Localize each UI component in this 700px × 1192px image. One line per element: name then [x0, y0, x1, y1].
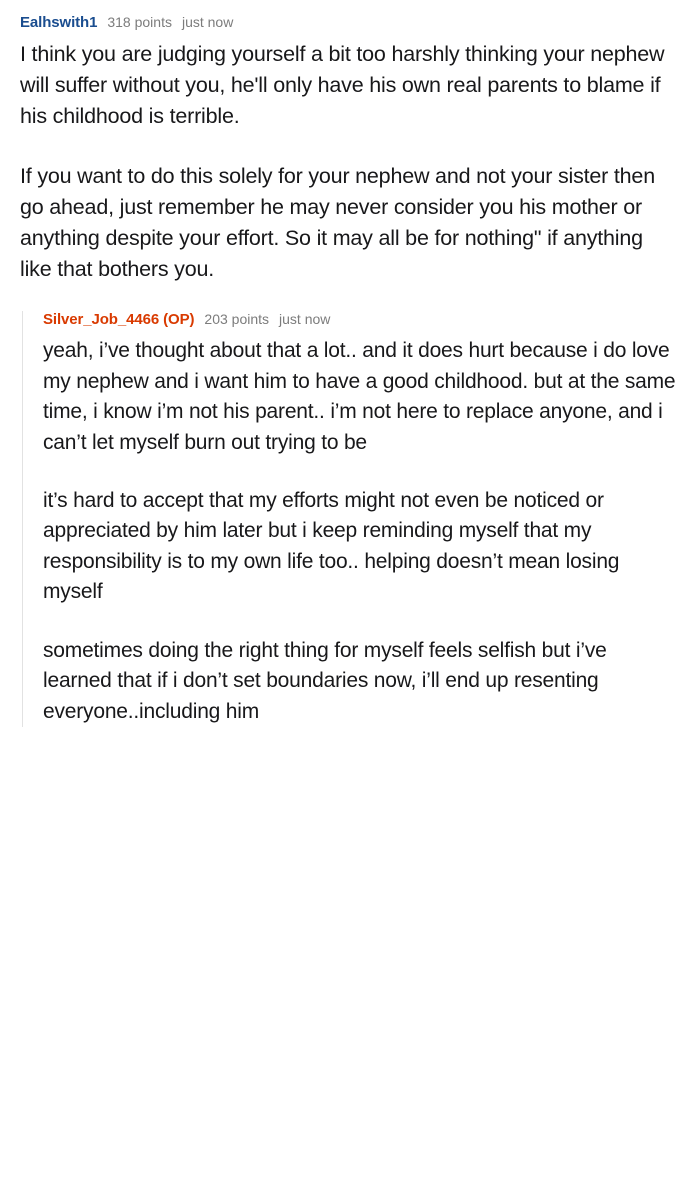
reply-points: 203 points: [204, 311, 270, 328]
bottom-spacer: [20, 727, 680, 751]
reply-meta: [43, 311, 680, 328]
reply-paragraph: sometimes doing the right thing for myself feels selfish but i’ve learned that if i don’t set boundaries now, i’ll end up resenting everyone..including him: [43, 638, 607, 723]
comment-meta: [20, 14, 680, 31]
comment-body: [20, 39, 680, 285]
reply-paragraph: yeah, i’ve thought about that a lot.. and it does hurt because i do love my nephew and i want him to have a good childhood. but at the same time, i know i’m not his parent.. i’m not here to replace anyone, and i can’t let myself burn out trying to be: [43, 339, 676, 454]
comment-timestamp: just now: [181, 14, 234, 30]
comment-author[interactable]: Ealhswith1: [20, 14, 98, 31]
comment-top-level: [20, 14, 680, 727]
reply-paragraph: it’s hard to accept that my efforts might not even be noticed or appreciated by him later but i keep reminding myself that my responsibility is to my own life too.. helping doesn’t mean losing myself: [43, 488, 620, 604]
comment-paragraph: I think you are judging yourself a bit too harshly thinking your nephew will suffer without you, he'll only have his own real parents to blame if his childhood is terrible.: [20, 42, 665, 129]
reply-author[interactable]: Silver_Job_4466 (OP): [43, 311, 195, 329]
comment-reply: [22, 311, 680, 727]
reply-timestamp: just now: [279, 311, 331, 328]
comment-paragraph: If you want to do this solely for your nephew and not your sister then go ahead, just remember he may never consider you his mother or anything despite your effort. So it may all be for nothing" if anything like that bothers you.: [20, 163, 655, 282]
comment-points: 318 points: [107, 14, 172, 30]
reply-body: [43, 336, 680, 727]
